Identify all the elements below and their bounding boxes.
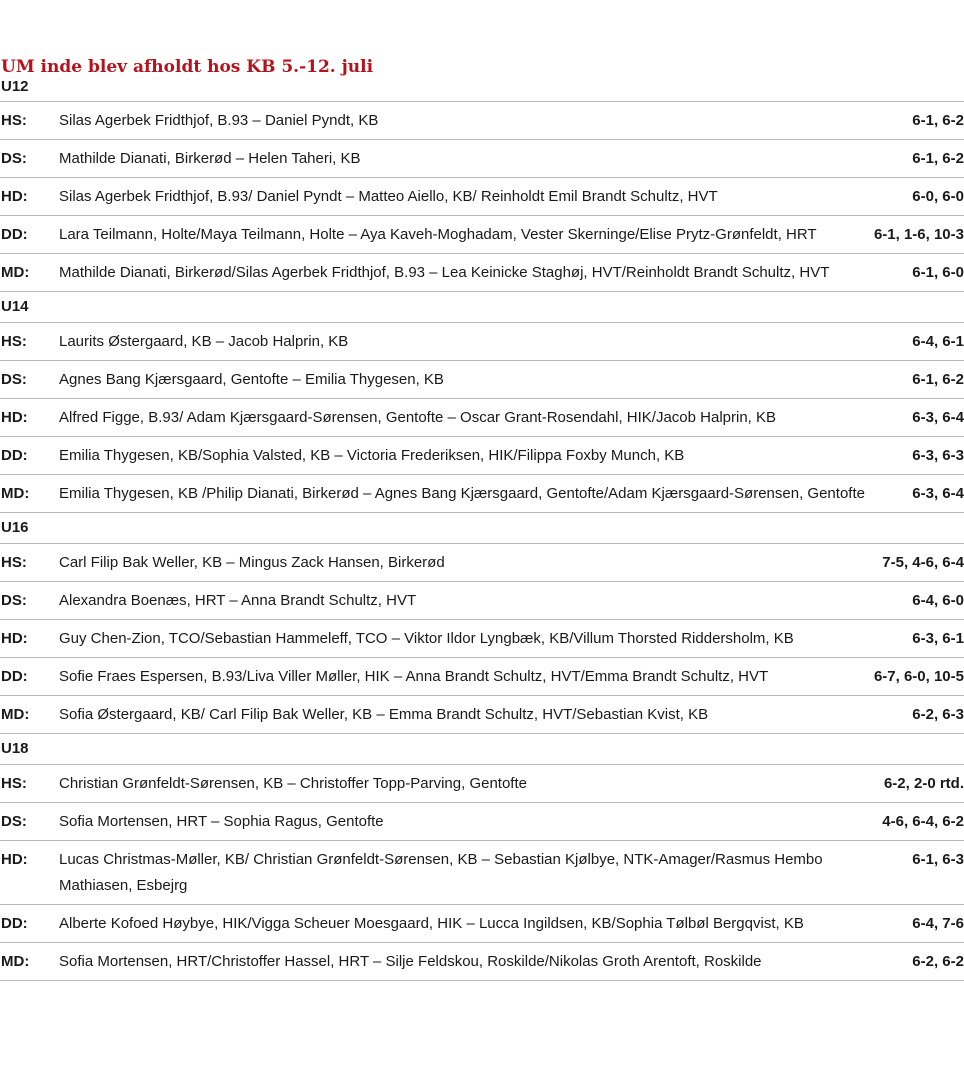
age-group-heading: U14: [0, 292, 964, 323]
match-players: Guy Chen-Zion, TCO/Sebastian Hammeleff, TCO – Viktor Ildor Lyngbæk, KB/Villum Thorsted Riddersholm, KB: [59, 630, 794, 647]
match-score: 6-1, 6-0: [912, 264, 964, 281]
event-category: DS:: [1, 371, 27, 388]
event-category: HD:: [1, 188, 28, 205]
result-row: [0, 140, 964, 178]
result-row: [0, 475, 964, 513]
match-score: 6-4, 6-1: [912, 333, 964, 350]
event-category: HS:: [1, 112, 27, 129]
event-category: DS:: [1, 813, 27, 830]
match-score: 6-3, 6-4: [912, 485, 964, 502]
match-players: Sofia Mortensen, HRT – Sophia Ragus, Gentofte: [59, 813, 384, 830]
match-players: Alexandra Boenæs, HRT – Anna Brandt Schultz, HVT: [59, 592, 417, 609]
result-row: [0, 765, 964, 803]
match-score: 6-1, 1-6, 10-3: [873, 226, 964, 243]
event-category: MD:: [1, 706, 30, 723]
match-score: 6-3, 6-3: [912, 447, 964, 464]
event-category: DS:: [1, 592, 27, 609]
result-row: [0, 216, 964, 254]
event-category: HS:: [1, 775, 27, 792]
match-score: 6-4, 7-6: [912, 915, 964, 932]
match-players: Alberte Kofoed Høybye, HIK/Vigga Scheuer Moesgaard, HIK – Lucca Ingildsen, KB/Sophia Tølbøl Bergqvist, KB: [59, 915, 804, 932]
event-category: DD:: [1, 226, 28, 243]
event-category: HD:: [1, 409, 28, 426]
age-group-heading: U18: [0, 734, 964, 765]
event-category: DD:: [1, 668, 28, 685]
match-players: Emilia Thygesen, KB/Sophia Valsted, KB – Victoria Frederiksen, HIK/Filippa Foxby Munch, KB: [59, 447, 685, 464]
match-score: 6-4, 6-0: [912, 592, 964, 609]
result-row: [0, 178, 964, 216]
event-category: MD:: [1, 485, 30, 502]
result-row: [0, 399, 964, 437]
event-category: DD:: [1, 915, 28, 932]
event-category: HD:: [1, 851, 28, 868]
result-row: [0, 841, 964, 905]
event-category: MD:: [1, 264, 30, 281]
event-category: HS:: [1, 333, 27, 350]
result-row: [0, 254, 964, 292]
event-category: MD:: [1, 953, 30, 970]
match-players: Agnes Bang Kjærsgaard, Gentofte – Emilia Thygesen, KB: [59, 371, 444, 388]
match-players: Emilia Thygesen, KB /Philip Dianati, Birkerød – Agnes Bang Kjærsgaard, Gentofte/Adam Kjærsgaard-Sørensen, Gentofte: [59, 485, 865, 502]
match-players: Carl Filip Bak Weller, KB – Mingus Zack Hansen, Birkerød: [59, 554, 445, 571]
age-group-heading: U16: [0, 513, 964, 544]
match-score: 4-6, 6-4, 6-2: [882, 813, 964, 830]
match-score: 6-3, 6-4: [912, 409, 964, 426]
result-row: [0, 943, 964, 981]
result-row: [0, 696, 964, 734]
event-category: DS:: [1, 150, 27, 167]
match-score: 6-2, 6-2: [912, 953, 964, 970]
result-row: [0, 658, 964, 696]
match-score: 6-7, 6-0, 10-5: [873, 668, 964, 685]
match-players: Sofie Fraes Espersen, B.93/Liva Viller Møller, HIK – Anna Brandt Schultz, HVT/Emma Brandt Schultz, HVT: [59, 668, 769, 685]
result-row: [0, 905, 964, 943]
result-row: [0, 361, 964, 399]
match-score: 7-5, 4-6, 6-4: [882, 554, 964, 571]
event-category: HS:: [1, 554, 27, 571]
result-row: [0, 544, 964, 582]
match-players: Lara Teilmann, Holte/Maya Teilmann, Holte – Aya Kaveh-Moghadam, Vester Skerninge/Elise Prytz-Grønfeldt, HRT: [59, 226, 817, 243]
event-category: DD:: [1, 447, 28, 464]
page-title: UM inde blev afholdt hos KB 5.-12. juli: [1, 57, 374, 77]
match-players: Sofia Østergaard, KB/ Carl Filip Bak Weller, KB – Emma Brandt Schultz, HVT/Sebastian Kvist, KB: [59, 706, 709, 723]
results-table: [0, 78, 964, 981]
match-score: 6-0, 6-0: [912, 188, 964, 205]
event-category: HD:: [1, 630, 28, 647]
match-score: 6-1, 6-3: [912, 851, 964, 868]
match-players: Christian Grønfeldt-Sørensen, KB – Christoffer Topp-Parving, Gentofte: [59, 775, 527, 792]
result-row: [0, 102, 964, 140]
match-players: Sofia Mortensen, HRT/Christoffer Hassel, HRT – Silje Feldskou, Roskilde/Nikolas Groth Arentoft, Roskilde: [59, 953, 762, 970]
result-row: [0, 323, 964, 361]
match-score: 6-2, 2-0 rtd.: [883, 775, 964, 792]
result-row: [0, 582, 964, 620]
match-score: 6-1, 6-2: [912, 150, 964, 167]
match-players: Mathilde Dianati, Birkerød/Silas Agerbek Fridthjof, B.93 – Lea Keinicke Staghøj, HVT/Reinholdt Brandt Schultz, HVT: [59, 264, 830, 281]
match-score: 6-3, 6-1: [912, 630, 964, 647]
match-players: Mathilde Dianati, Birkerød – Helen Taheri, KB: [59, 150, 361, 167]
age-group-heading: U12: [0, 78, 964, 102]
match-players: Laurits Østergaard, KB – Jacob Halprin, KB: [59, 333, 349, 350]
result-row: [0, 620, 964, 658]
match-players: Lucas Christmas-Møller, KB/ Christian Grønfeldt-Sørensen, KB – Sebastian Kjølbye, NTK-Amager/Rasmus Hembo Mathiasen, Esbejrg: [59, 851, 823, 894]
match-score: 6-2, 6-3: [912, 706, 964, 723]
result-row: [0, 437, 964, 475]
result-row: [0, 803, 964, 841]
match-players: Alfred Figge, B.93/ Adam Kjærsgaard-Sørensen, Gentofte – Oscar Grant-Rosendahl, HIK/Jacob Halprin, KB: [59, 409, 777, 426]
match-players: Silas Agerbek Fridthjof, B.93 – Daniel Pyndt, KB: [59, 112, 379, 129]
match-players: Silas Agerbek Fridthjof, B.93/ Daniel Pyndt – Matteo Aiello, KB/ Reinholdt Emil Brandt Schultz, HVT: [59, 188, 718, 205]
match-score: 6-1, 6-2: [912, 112, 964, 129]
match-score: 6-1, 6-2: [912, 371, 964, 388]
